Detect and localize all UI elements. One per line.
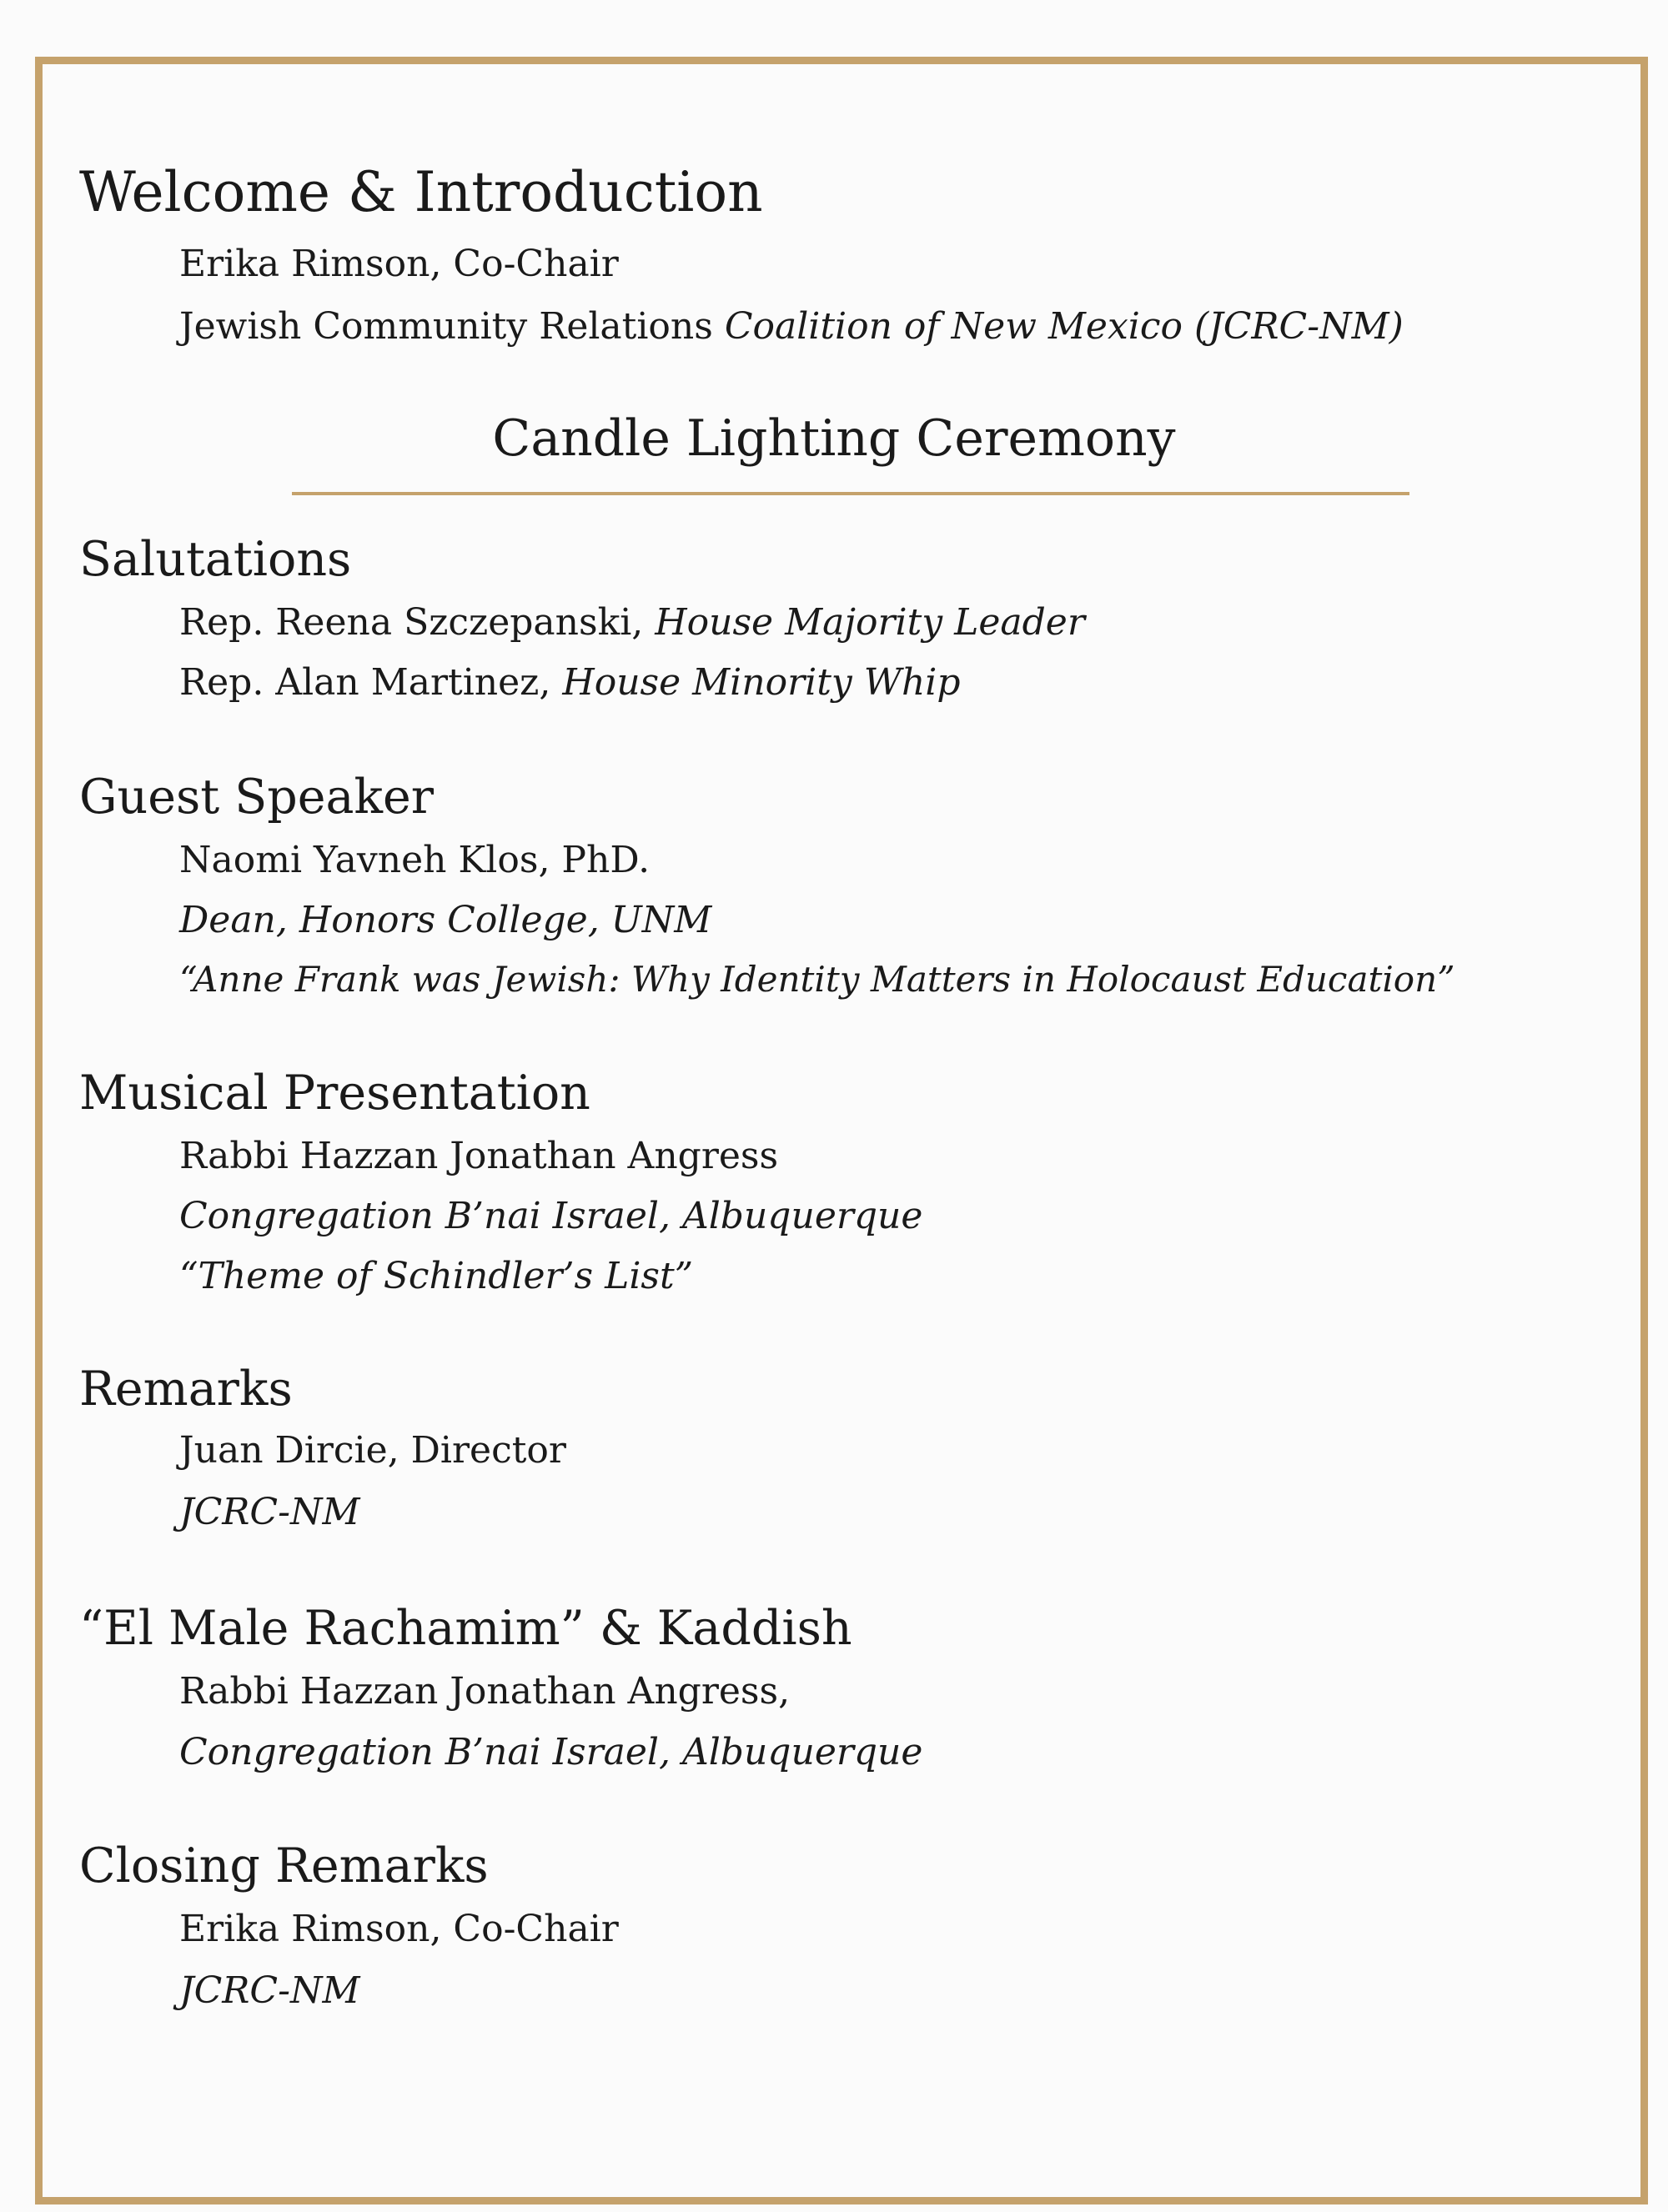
salutations-speaker-2 (179, 661, 961, 704)
remarks-heading: Remarks (79, 1362, 293, 1417)
welcome-title: Welcome & Introduction (79, 160, 763, 224)
remarks-org: JCRC-NM (179, 1491, 360, 1533)
guest-name: Naomi Yavneh Klos, PhD. (179, 839, 651, 881)
guest-heading: Guest Speaker (79, 770, 435, 825)
welcome-name: Erika Rimson, Co-Chair (179, 243, 619, 285)
musical-piece: “Theme of Schindler’s List” (179, 1255, 694, 1297)
closing-heading: Closing Remarks (79, 1838, 489, 1893)
kaddish-heading: “El Male Rachamim” & Kaddish (79, 1601, 852, 1656)
speaker-2-title: House Minority Whip (562, 661, 961, 704)
musical-heading: Musical Presentation (79, 1066, 590, 1121)
welcome-org (179, 305, 1404, 348)
kaddish-section (79, 1601, 852, 1656)
musical-section (79, 1066, 590, 1121)
remarks-name: Juan Dircie, Director (179, 1429, 566, 1472)
speaker-1-title: House Majority Leader (655, 601, 1085, 644)
candle-lighting-title: Candle Lighting Ceremony (492, 409, 1176, 468)
closing-org: JCRC-NM (179, 1969, 360, 2012)
welcome-heading (79, 160, 763, 224)
welcome-org-italic: Coalition of New Mexico (JCRC-NM) (724, 305, 1404, 348)
salutations-section (79, 532, 352, 587)
speaker-1-name: Rep. Reena Szczepanski, (179, 601, 656, 644)
section-divider (292, 492, 1409, 495)
musical-name: Rabbi Hazzan Jonathan Angress (179, 1135, 779, 1177)
speaker-2-name: Rep. Alan Martinez, (179, 661, 563, 704)
kaddish-congregation: Congregation B’nai Israel, Albuquerque (179, 1731, 923, 1773)
salutations-heading: Salutations (79, 532, 352, 587)
closing-section (79, 1838, 489, 1893)
salutations-speaker-1 (179, 601, 1085, 644)
guest-section (79, 770, 435, 825)
guest-title: Dean, Honors College, UNM (179, 899, 712, 941)
welcome-org-plain: Jewish Community Relations (179, 305, 725, 348)
guest-talk-title: “Anne Frank was Jewish: Why Identity Matters in Holocaust Education” (179, 959, 1455, 1000)
closing-name: Erika Rimson, Co-Chair (179, 1908, 619, 1950)
remarks-section (79, 1362, 293, 1417)
kaddish-name: Rabbi Hazzan Jonathan Angress, (179, 1670, 791, 1713)
musical-congregation: Congregation B’nai Israel, Albuquerque (179, 1195, 923, 1237)
